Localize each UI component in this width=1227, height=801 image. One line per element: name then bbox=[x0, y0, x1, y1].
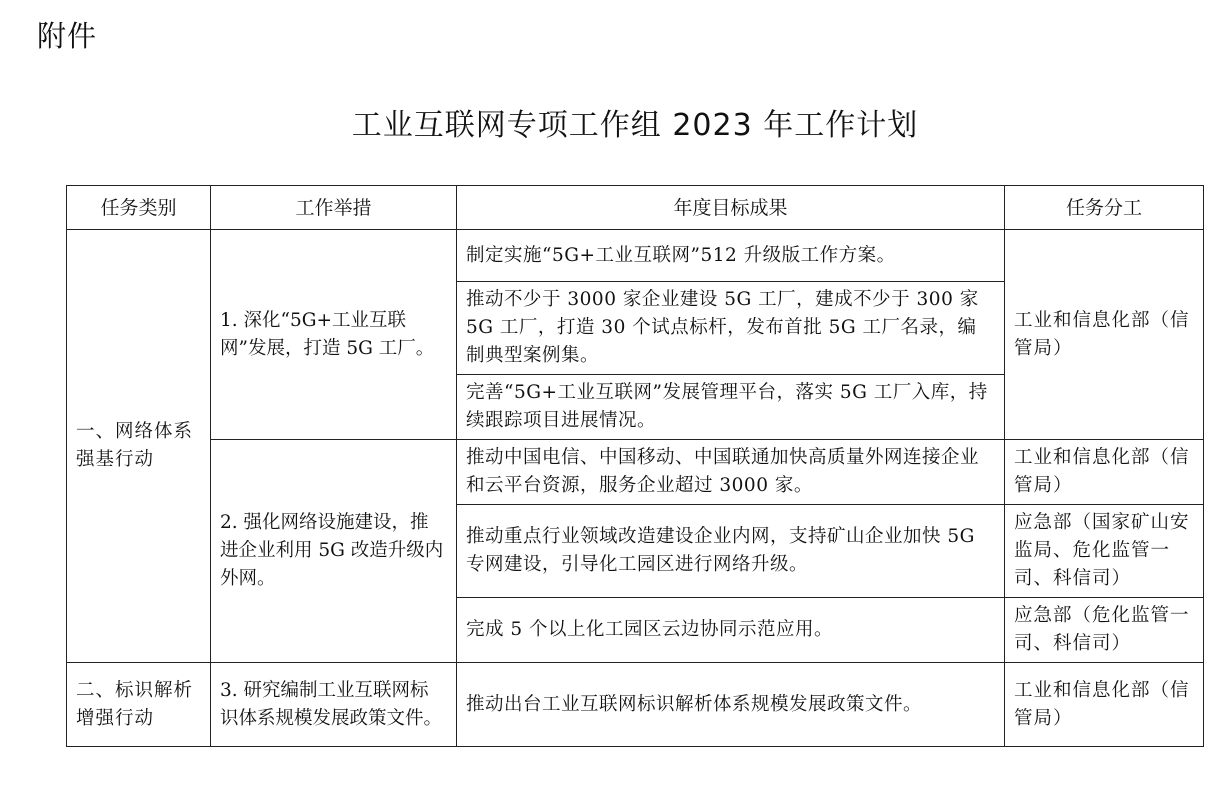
table-row bbox=[67, 663, 1204, 747]
division-cell: 工业和信息化部（信管局） bbox=[1005, 230, 1204, 440]
goal-cell: 推动重点行业领域改造建设企业内网，支持矿山企业加快 5G 专网建设，引导化工园区进行网络升级。 bbox=[457, 505, 1005, 598]
goal-cell: 推动出台工业互联网标识解析体系规模发展政策文件。 bbox=[457, 663, 1005, 747]
goal-cell: 完善“5G+工业互联网”发展管理平台，落实 5G 工厂入库，持续跟踪项目进展情况。 bbox=[457, 375, 1005, 440]
goal-cell: 制定实施“5G+工业互联网”512 升级版工作方案。 bbox=[457, 230, 1005, 282]
table-header-row bbox=[67, 186, 1204, 230]
table-row bbox=[67, 230, 1204, 282]
header-task-category: 任务类别 bbox=[67, 186, 211, 230]
attachment-label: 附件 bbox=[37, 19, 98, 53]
measure-cell: 1. 深化“5G+工业互联网”发展，打造 5G 工厂。 bbox=[211, 230, 457, 440]
goal-cell: 推动中国电信、中国移动、中国联通加快高质量外网连接企业和云平台资源，服务企业超过 3000 家。 bbox=[457, 440, 1005, 505]
measure-cell: 2. 强化网络设施建设，推进企业利用 5G 改造升级内外网。 bbox=[211, 440, 457, 663]
table-row bbox=[67, 440, 1204, 505]
division-cell: 工业和信息化部（信管局） bbox=[1005, 440, 1204, 505]
measure-cell: 3. 研究编制工业互联网标识体系规模发展政策文件。 bbox=[211, 663, 457, 747]
division-cell: 应急部（危化监管一司、科信司） bbox=[1005, 598, 1204, 663]
category-cell: 一、网络体系强基行动 bbox=[67, 230, 211, 663]
goal-cell: 推动不少于 3000 家企业建设 5G 工厂，建成不少于 300 家 5G 工厂，打造 30 个试点标杆，发布首批 5G 工厂名录，编制典型案例集。 bbox=[457, 282, 1005, 375]
header-task-division: 任务分工 bbox=[1005, 186, 1204, 230]
category-cell: 二、标识解析增强行动 bbox=[67, 663, 211, 747]
header-annual-goal: 年度目标成果 bbox=[457, 186, 1005, 230]
goal-cell: 完成 5 个以上化工园区云边协同示范应用。 bbox=[457, 598, 1005, 663]
header-work-measure: 工作举措 bbox=[211, 186, 457, 230]
work-plan-table bbox=[66, 185, 1204, 747]
division-cell: 工业和信息化部（信管局） bbox=[1005, 663, 1204, 747]
document-title: 工业互联网专项工作组 2023 年工作计划 bbox=[351, 108, 919, 143]
division-cell: 应急部（国家矿山安监局、危化监管一司、科信司） bbox=[1005, 505, 1204, 598]
